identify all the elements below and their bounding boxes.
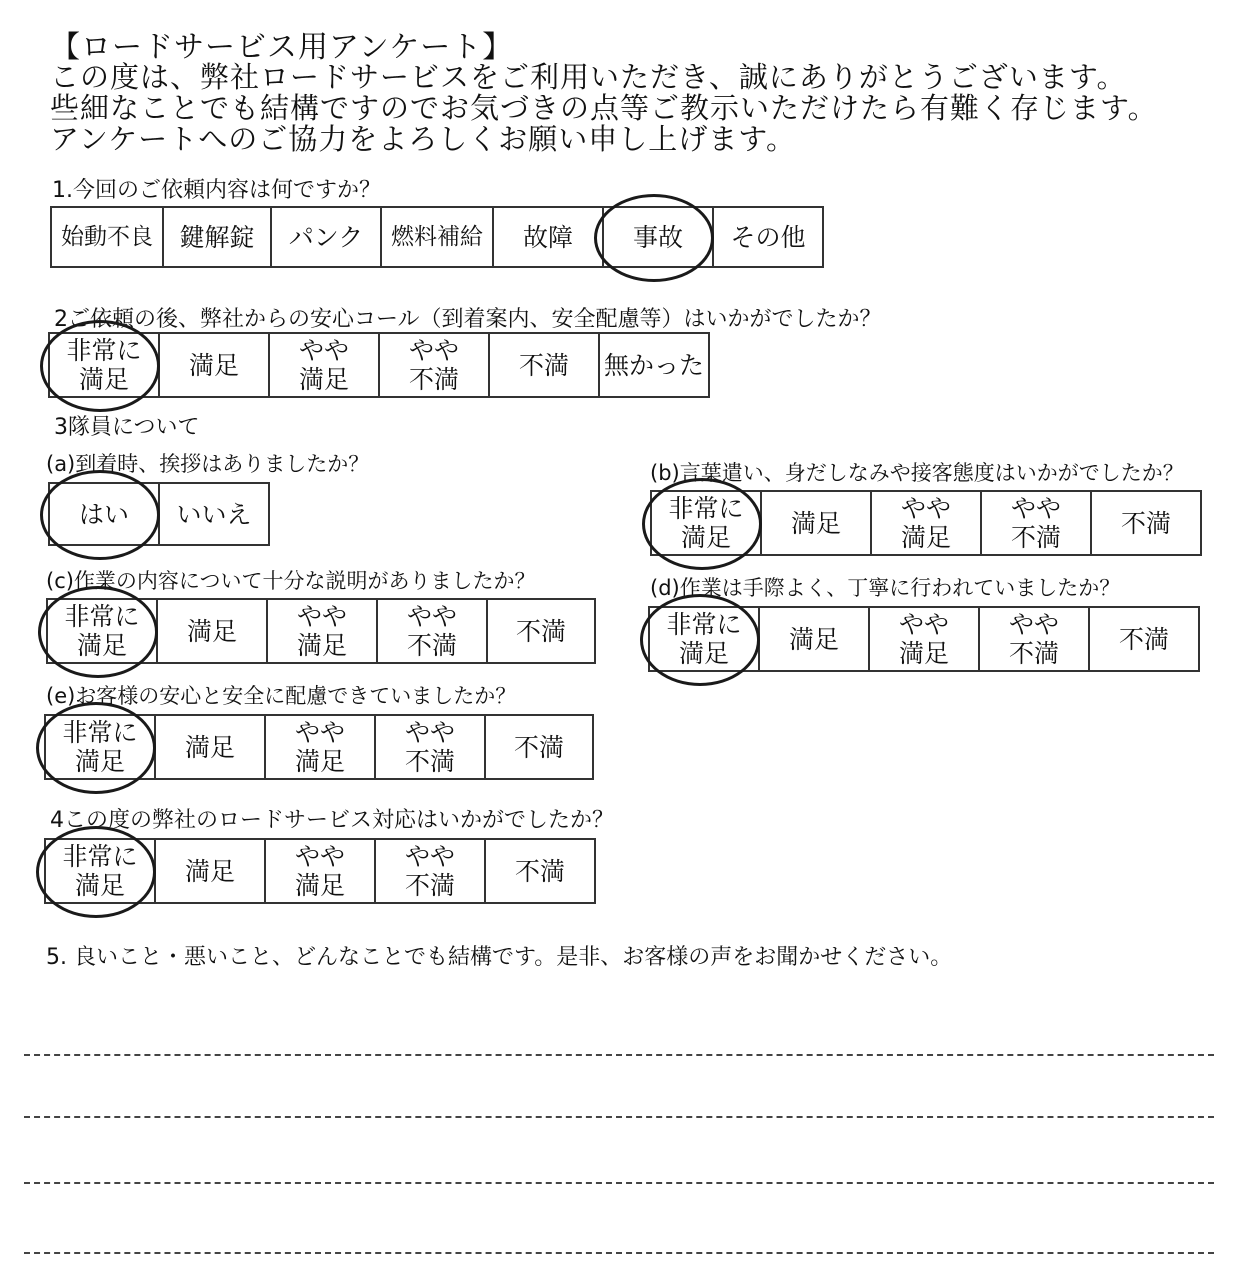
option-label: 不満 xyxy=(515,616,566,646)
option-1[interactable] xyxy=(160,484,268,544)
q3-heading: 3隊員について xyxy=(54,415,200,440)
option-0[interactable] xyxy=(50,334,160,396)
option-1[interactable] xyxy=(762,492,872,554)
intro-line-3: アンケートへのご協力をよろしくお願い申し上げます。 xyxy=(50,122,796,156)
option-3[interactable] xyxy=(376,840,486,902)
q4-question: 4この度の弊社のロードサービス対応はいかがでしたか？ xyxy=(50,808,614,833)
option-4[interactable] xyxy=(490,334,600,396)
option-4[interactable] xyxy=(488,600,594,662)
option-label: やや 満足 xyxy=(296,602,347,660)
option-label: 事故 xyxy=(632,222,683,252)
option-label: 満足 xyxy=(188,350,239,380)
option-label: いいえ xyxy=(176,499,252,529)
option-label: 不満 xyxy=(513,732,564,762)
option-label: 非常に 満足 xyxy=(668,494,744,552)
option-label: やや 満足 xyxy=(294,842,345,900)
intro-line-2: 些細なことでも結構ですのでお気づきの点等ご教示いただけたら有難く存じます。 xyxy=(50,91,1158,125)
q3b-options xyxy=(650,490,1202,556)
option-6[interactable] xyxy=(714,208,822,266)
option-label: やや 不満 xyxy=(408,336,459,394)
option-label: 不満 xyxy=(1118,624,1169,654)
option-1[interactable] xyxy=(760,608,870,670)
answer-line-3[interactable] xyxy=(24,1182,1214,1184)
option-0[interactable] xyxy=(652,492,762,554)
option-0[interactable] xyxy=(52,208,164,266)
q4-options xyxy=(44,838,596,904)
option-1[interactable] xyxy=(156,716,266,778)
option-label: 無かった xyxy=(603,350,704,380)
option-0[interactable] xyxy=(50,484,160,544)
option-label: やや 不満 xyxy=(1010,494,1061,552)
option-label: 始動不良 xyxy=(61,223,153,250)
answer-line-1[interactable] xyxy=(24,1054,1214,1056)
option-label: 満足 xyxy=(186,616,237,646)
q3e-question: (e)お客様の安心と安全に配慮できていましたか？ xyxy=(46,684,517,708)
option-4[interactable] xyxy=(486,840,594,902)
option-2[interactable] xyxy=(266,716,376,778)
option-label: 満足 xyxy=(790,508,841,538)
option-label: パンク xyxy=(288,222,364,252)
option-label: やや 不満 xyxy=(404,718,455,776)
option-label: やや 満足 xyxy=(294,718,345,776)
intro-line-1: この度は、弊社ロードサービスをご利用いただき、誠にありがとうございます。 xyxy=(50,60,1127,94)
option-label: 不満 xyxy=(514,856,565,886)
option-1[interactable] xyxy=(160,334,270,396)
option-label: やや 満足 xyxy=(898,610,949,668)
option-2[interactable] xyxy=(870,608,980,670)
answer-line-2[interactable] xyxy=(24,1116,1214,1118)
q2-options xyxy=(48,332,710,398)
q3d-question: (d)作業は手際よく、丁寧に行われていましたか？ xyxy=(650,576,1121,600)
option-label: 非常に 満足 xyxy=(62,718,138,776)
option-label: 非常に 満足 xyxy=(66,336,142,394)
q1-question: 1.今回のご依頼内容は何ですか？ xyxy=(52,178,381,203)
survey-title: 【ロードサービス用アンケート】 xyxy=(50,30,514,65)
option-0[interactable] xyxy=(46,716,156,778)
option-3[interactable] xyxy=(376,716,486,778)
option-label: 非常に 満足 xyxy=(62,842,138,900)
option-5[interactable] xyxy=(604,208,714,266)
q3e-options xyxy=(44,714,594,780)
q1-options xyxy=(50,206,824,268)
option-label: やや 満足 xyxy=(900,494,951,552)
option-label: 非常に 満足 xyxy=(64,602,140,660)
option-0[interactable] xyxy=(650,608,760,670)
option-label: やや 不満 xyxy=(404,842,455,900)
option-label: その他 xyxy=(730,222,806,252)
option-3[interactable] xyxy=(380,334,490,396)
option-label: 不満 xyxy=(1120,508,1171,538)
q3d-options xyxy=(648,606,1200,672)
option-label: やや 不満 xyxy=(1008,610,1059,668)
option-3[interactable] xyxy=(382,208,494,266)
option-2[interactable] xyxy=(268,600,378,662)
option-5[interactable] xyxy=(600,334,708,396)
option-4[interactable] xyxy=(1090,608,1198,670)
q3c-options xyxy=(46,598,596,664)
option-label: やや 満足 xyxy=(298,336,349,394)
option-3[interactable] xyxy=(378,600,488,662)
option-4[interactable] xyxy=(486,716,592,778)
option-0[interactable] xyxy=(46,840,156,902)
option-label: 満足 xyxy=(184,856,235,886)
option-0[interactable] xyxy=(48,600,158,662)
option-2[interactable] xyxy=(272,208,382,266)
option-label: 不満 xyxy=(518,350,569,380)
option-2[interactable] xyxy=(266,840,376,902)
q3a-options xyxy=(48,482,270,546)
option-4[interactable] xyxy=(494,208,604,266)
option-1[interactable] xyxy=(164,208,272,266)
option-2[interactable] xyxy=(270,334,380,396)
option-label: 満足 xyxy=(184,732,235,762)
option-4[interactable] xyxy=(1092,492,1200,554)
q3b-question: (b)言葉遣い、身だしなみや接客態度はいかがでしたか？ xyxy=(650,461,1184,485)
option-1[interactable] xyxy=(158,600,268,662)
option-label: 満足 xyxy=(788,624,839,654)
q3a-question: (a)到着時、挨拶はありましたか？ xyxy=(46,452,370,476)
option-label: はい xyxy=(78,499,129,529)
option-label: 故障 xyxy=(522,222,573,252)
answer-line-4[interactable] xyxy=(24,1252,1214,1254)
intro-text xyxy=(50,62,1158,155)
option-label: 非常に 満足 xyxy=(666,610,742,668)
option-label: 燃料補給 xyxy=(391,223,483,250)
option-label: やや 不満 xyxy=(406,602,457,660)
option-2[interactable] xyxy=(872,492,982,554)
option-3[interactable] xyxy=(982,492,1092,554)
q2-question: 2ご依頼の後、弊社からの安心コール（到着案内、安全配慮等）はいかがでしたか？ xyxy=(54,307,882,332)
option-label: 鍵解錠 xyxy=(179,222,255,252)
q5-question: 5. 良いこと・悪いこと、どんなことでも結構です。是非、お客様の声をお聞かせください。 xyxy=(46,945,953,970)
option-3[interactable] xyxy=(980,608,1090,670)
option-1[interactable] xyxy=(156,840,266,902)
q3c-question: (c)作業の内容について十分な説明がありましたか？ xyxy=(46,569,536,593)
